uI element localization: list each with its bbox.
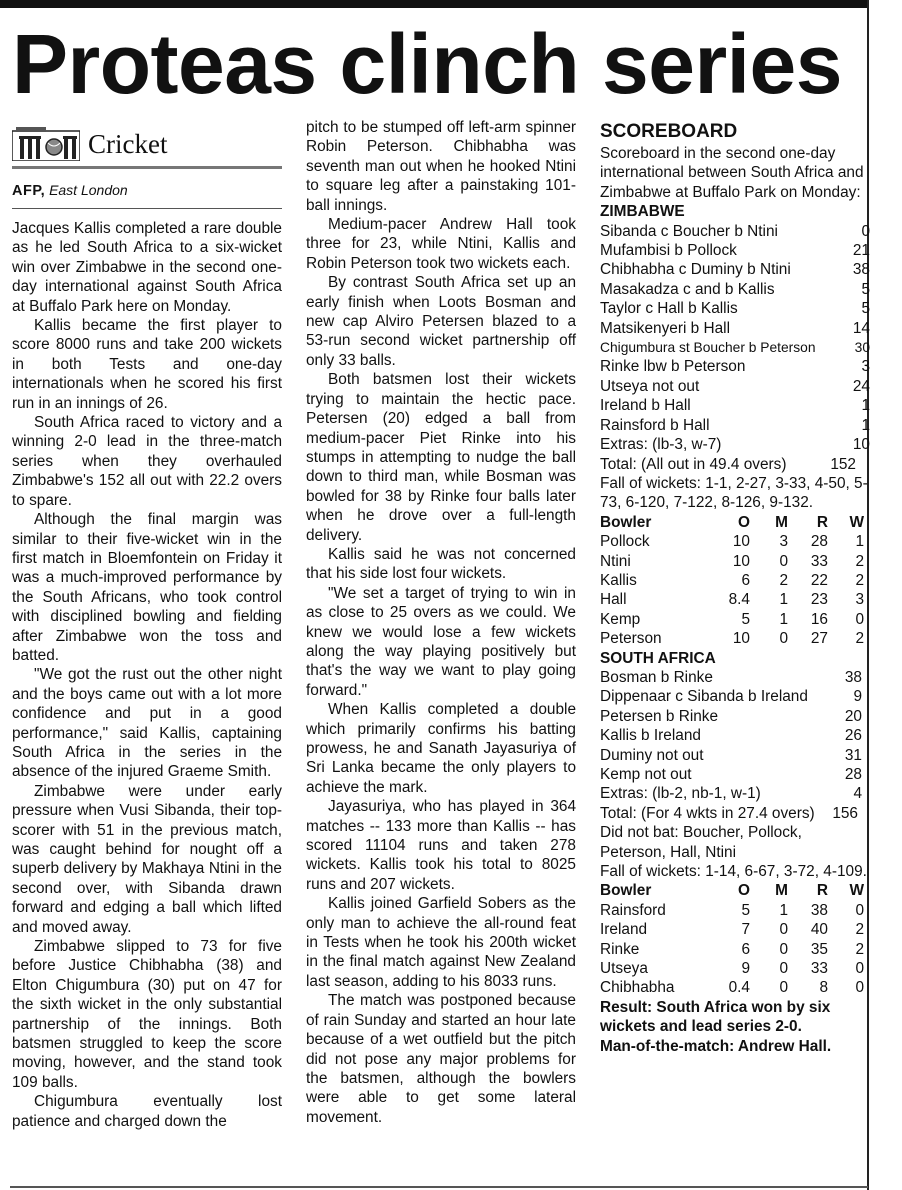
- bowler-name: Hall: [600, 591, 627, 609]
- batsman-dismissal: Utseya not out: [600, 377, 700, 395]
- wickets: 2: [855, 571, 864, 589]
- byline-place: East London: [49, 182, 128, 198]
- overs-header: O: [738, 882, 750, 900]
- bowling-row: [600, 978, 870, 997]
- overs: 8.4: [728, 591, 750, 609]
- overs: 10: [732, 533, 750, 551]
- maidens: 0: [779, 630, 788, 648]
- runs: 9: [853, 688, 862, 706]
- runs: 1: [861, 397, 870, 415]
- batsman-dismissal: Chigumbura st Boucher b Peterson: [600, 340, 816, 356]
- batting-row: [600, 260, 870, 279]
- batsman-dismissal: Mufambisi b Pollock: [600, 242, 737, 260]
- paragraph: Kallis joined Garfield Sobers as the only man to achieve the all-round feat in Tests when he took his 200th wicket in the final match against New Zealand last season, adding to his 8033 runs.: [306, 895, 576, 990]
- article-column-2: [306, 118, 576, 1127]
- runs: 4: [853, 785, 862, 803]
- byline: [12, 179, 282, 202]
- bowling-row: [600, 532, 870, 551]
- runs: 3: [861, 358, 870, 376]
- maidens: 0: [779, 960, 788, 978]
- wickets: 2: [855, 921, 864, 939]
- batting-row: [600, 319, 870, 338]
- paragraph: Medium-pacer Andrew Hall took three for 23, while Ntini, Kallis and Robin Peterson took two wickets each.: [306, 216, 576, 272]
- runs-conceded: 16: [810, 610, 828, 628]
- runs-conceded: 38: [810, 901, 828, 919]
- scoreboard-intro: Scoreboard in the second one-day international between South Africa and Zimbabwe at Buffalo Park on Monday:: [600, 145, 864, 201]
- runs: 14: [852, 319, 870, 337]
- batsman-dismissal: Rainsford b Hall: [600, 416, 710, 434]
- overs: 10: [732, 630, 750, 648]
- bowling-header: [600, 881, 870, 900]
- paragraph: By contrast South Africa set up an early finish when Loots Bosman and new cap Alviro Petersen blazed to a 53-run second wicket partnership off only 33 balls.: [306, 274, 576, 369]
- bowling-row: [600, 920, 870, 939]
- bowler-name: Peterson: [600, 630, 662, 648]
- wickets: 0: [855, 610, 864, 628]
- bowling-row: [600, 610, 870, 629]
- maidens: 1: [779, 901, 788, 919]
- headline: Proteas clinch series: [12, 17, 842, 111]
- total-row: [600, 804, 870, 823]
- bowler-header: Bowler: [600, 513, 652, 531]
- maidens: 0: [779, 921, 788, 939]
- runs-conceded: 23: [810, 591, 828, 609]
- batting-row: [600, 687, 870, 706]
- batting-row: [600, 668, 870, 687]
- wickets: 1: [855, 533, 864, 551]
- runs: 152: [830, 455, 856, 473]
- maidens: 1: [779, 591, 788, 609]
- overs: 6: [741, 940, 750, 958]
- bowler-name: Rainsford: [600, 901, 666, 919]
- section-rule: [12, 166, 282, 169]
- wickets: 0: [855, 901, 864, 919]
- runs-conceded: 27: [810, 630, 828, 648]
- wickets-header: W: [849, 882, 864, 900]
- maidens: 1: [779, 610, 788, 628]
- maidens: 0: [779, 979, 788, 997]
- article-column-1: [12, 118, 282, 1131]
- overs: 10: [732, 552, 750, 570]
- bowler-name: Rinke: [600, 940, 640, 958]
- byline-rule: [12, 208, 282, 209]
- wickets: 0: [855, 979, 864, 997]
- extras-row: [600, 784, 870, 803]
- wickets-header: W: [849, 513, 864, 531]
- bowler-name: Kallis: [600, 571, 637, 589]
- fall-of-wickets: Fall of wickets: 1-1, 2-27, 3-33, 4-50, 5-73, 6-120, 7-122, 8-126, 9-132.: [600, 474, 868, 512]
- overs: 9: [741, 960, 750, 978]
- batsman-dismissal: Ireland b Hall: [600, 397, 691, 415]
- bowler-name: Utseya: [600, 960, 648, 978]
- runs-conceded: 33: [810, 960, 828, 978]
- extras-label: Extras: (lb-2, nb-1, w-1): [600, 785, 761, 803]
- runs: 5: [861, 300, 870, 318]
- paragraph: Kallis became the first player to score 8000 runs and take 200 wickets in both Tests and one-day internationals when he scored his first run in an innings of 26.: [12, 317, 282, 412]
- paragraph: "We set a target of trying to win in as close to 25 overs as we could. We knew we would lose a few wickets along the way playing positively but that's the way we want to play going forward.": [306, 584, 576, 699]
- bowler-header: Bowler: [600, 882, 652, 900]
- runs-conceded: 35: [810, 940, 828, 958]
- runs: 26: [844, 727, 862, 745]
- paragraph: Both batsmen lost their wickets trying to maintain the hectic pace. Petersen (20) edged a ball from medium-pacer Piet Rinke into his stumps in attempting to nudge the ball down to third man, while Bosman was bowled for 38 by Rinke four balls later when he drove over a full-length delivery.: [306, 371, 576, 544]
- batsman-dismissal: Kallis b Ireland: [600, 727, 701, 745]
- scoreboard-title: SCOREBOARD: [600, 121, 738, 142]
- batting-row: [600, 280, 870, 299]
- man-of-the-match: Man-of-the-match: Andrew Hall.: [600, 1037, 832, 1055]
- wickets: 2: [855, 940, 864, 958]
- overs: 5: [741, 610, 750, 628]
- overs: 6: [741, 571, 750, 589]
- batsman-dismissal: Dippenaar c Sibanda b Ireland: [600, 688, 808, 706]
- overs: 5: [741, 901, 750, 919]
- wickets: 2: [855, 630, 864, 648]
- bowling-row: [600, 590, 870, 609]
- runs-conceded: 28: [810, 533, 828, 551]
- paragraph: When Kallis completed a double which primarily confirms his batting prowess, he and Sanath Jayasuriya of Sri Lanka became the only players to achieve the mark.: [306, 701, 576, 796]
- paragraph: Chigumbura eventually lost patience and charged down the: [12, 1093, 282, 1130]
- wickets: 0: [855, 960, 864, 978]
- paragraph: Kallis said he was not concerned that his side lost four wickets.: [306, 545, 576, 583]
- maidens: 3: [779, 533, 788, 551]
- overs-header: O: [738, 513, 750, 531]
- bowler-name: Ireland: [600, 921, 648, 939]
- batsman-dismissal: Rinke lbw b Peterson: [600, 358, 746, 376]
- runs: 38: [844, 668, 862, 686]
- batting-row: [600, 416, 870, 435]
- runs-conceded: 8: [819, 979, 828, 997]
- bowling-header: [600, 513, 870, 532]
- bowling-row: [600, 959, 870, 978]
- paragraph: pitch to be stumped off left-arm spinner Robin Peterson. Chibhabha was seventh man out when he hooked Ntini to square leg after a painstaking 101-ball innings.: [306, 119, 576, 214]
- byline-source: AFP,: [12, 183, 46, 199]
- runs: 31: [844, 746, 862, 764]
- top-rule: [0, 0, 868, 8]
- bowler-name: Ntini: [600, 552, 631, 570]
- runs: 21: [852, 242, 870, 260]
- paragraph: South Africa raced to victory and a winning 2-0 lead in the three-match series when they overhauled Zimbabwe's 152 all out with 22.2 overs to spare.: [12, 414, 282, 509]
- runs: 38: [852, 261, 870, 279]
- batsman-dismissal: Sibanda c Boucher b Ntini: [600, 222, 778, 240]
- extras-row: [600, 435, 870, 454]
- maidens: 2: [779, 571, 788, 589]
- wickets: 3: [855, 591, 864, 609]
- runs: 24: [852, 377, 870, 395]
- batting-row: [600, 707, 870, 726]
- paragraph: Jacques Kallis completed a rare double as he led South Africa to a six-wicket win over Zimbabwe in the second one-day international against South Africa at Buffalo Park here on Monday.: [12, 220, 282, 315]
- batsman-dismissal: Duminy not out: [600, 746, 704, 764]
- maidens: 0: [779, 552, 788, 570]
- runs-conceded: 22: [810, 571, 828, 589]
- runs: 10: [852, 436, 870, 454]
- runs: 0: [861, 222, 870, 240]
- overs: 7: [741, 921, 750, 939]
- cricket-stumps-icon: [12, 127, 80, 161]
- batting-row: [600, 241, 870, 260]
- batting-row: [600, 222, 870, 241]
- batting-row: [600, 726, 870, 745]
- scoreboard: [600, 118, 870, 1056]
- did-not-bat: Did not bat: Boucher, Pollock, Peterson, Hall, Ntini: [600, 824, 802, 861]
- paragraph: Jayasuriya, who has played in 364 matches -- 133 more than Kallis -- has scored 11104 runs and taken 278 wickets. Kallis took his total to 8025 runs and 207 wickets.: [306, 798, 576, 893]
- batsman-dismissal: Bosman b Rinke: [600, 668, 713, 686]
- bowling-row: [600, 571, 870, 590]
- runs: 156: [832, 804, 858, 822]
- section-label: Cricket: [88, 129, 168, 159]
- bowling-row: [600, 940, 870, 959]
- batsman-dismissal: Chibhabha c Duminy b Ntini: [600, 261, 791, 279]
- maidens-header: M: [775, 513, 788, 531]
- batting-row: [600, 357, 870, 376]
- batsman-dismissal: Taylor c Hall b Kallis: [600, 300, 738, 318]
- runs: 28: [844, 766, 862, 783]
- paragraph: Zimbabwe were under early pressure when Vusi Sibanda, their top-scorer with 51 in the previous match, was caught behind for nought off a superb delivery by Makhaya Ntini in the second over, with Sibanda drawn forward and edging a ball which lifted and moved away.: [12, 782, 282, 936]
- extras-label: Extras: (lb-3, w-7): [600, 436, 722, 454]
- paragraph: "We got the rust out the other night and the boys came out with a lot more confidence and put in a good performance," said Kallis, captaining South Africa in the series in the absence of the injured Graeme Smith.: [12, 666, 282, 781]
- paragraph: Although the final margin was similar to their five-wicket win in the first match in Bloemfontein on Friday it was a much-improved performance by the South Africans, who took control with disciplined bowling and fielding after Zimbabwe won the toss and batted.: [12, 511, 282, 664]
- paragraph: The match was postponed because of rain Sunday and started an hour late because of a wet outfield but the pitch did not pose any major problems for the batsmen, although the bowlers were able to get some lateral movement.: [306, 992, 576, 1126]
- bottom-rule: [10, 1186, 868, 1188]
- match-result: Result: South Africa won by six wickets and lead series 2-0.: [600, 998, 831, 1036]
- maidens: 0: [779, 940, 788, 958]
- runs: 5: [861, 280, 870, 298]
- bowling-row: [600, 629, 870, 648]
- batsman-dismissal: Petersen b Rinke: [600, 707, 719, 725]
- team-heading-south-africa: SOUTH AFRICA: [600, 649, 716, 667]
- batsman-dismissal: Masakadza c and b Kallis: [600, 280, 775, 298]
- paragraph: Zimbabwe slipped to 73 for five before Justice Chibhabha (38) and Elton Chigumbura (30) put on 47 for the sixth wicket in the only substantial partnership of the innings. Both batsmen struggled to keep the score moving, however, and the stand took 109 balls.: [12, 938, 282, 1091]
- bowler-name: Kemp: [600, 610, 641, 628]
- team-heading-zimbabwe: ZIMBABWE: [600, 203, 685, 221]
- runs: 30: [854, 340, 870, 356]
- bowler-name: Chibhabha: [600, 979, 675, 997]
- runs-conceded: 40: [810, 921, 828, 939]
- total-row: [600, 455, 870, 474]
- maidens-header: M: [775, 882, 788, 900]
- bowling-row: [600, 901, 870, 920]
- runs: 20: [844, 707, 862, 725]
- batting-row: [600, 299, 870, 318]
- batting-row: [600, 377, 870, 396]
- total-label: Total: (All out in 49.4 overs): [600, 455, 787, 473]
- runs-header: R: [816, 882, 828, 900]
- fall-of-wickets: Fall of wickets: 1-14, 6-67, 3-72, 4-109.: [600, 863, 867, 881]
- bowler-name: Pollock: [600, 533, 650, 551]
- total-label: Total: (For 4 wkts in 27.4 overs): [600, 804, 815, 822]
- section-kicker: [12, 118, 282, 162]
- batting-row: [600, 338, 870, 357]
- overs: 0.4: [728, 979, 750, 997]
- runs-header: R: [816, 513, 828, 531]
- batting-row: [600, 765, 870, 784]
- batting-row: [600, 746, 870, 765]
- wickets: 2: [855, 552, 864, 570]
- batsman-dismissal: Matsikenyeri b Hall: [600, 319, 731, 337]
- runs-conceded: 33: [810, 552, 828, 570]
- batting-row: [600, 396, 870, 415]
- batsman-dismissal: Kemp not out: [600, 766, 692, 783]
- bowling-row: [600, 552, 870, 571]
- runs: 1: [861, 416, 870, 434]
